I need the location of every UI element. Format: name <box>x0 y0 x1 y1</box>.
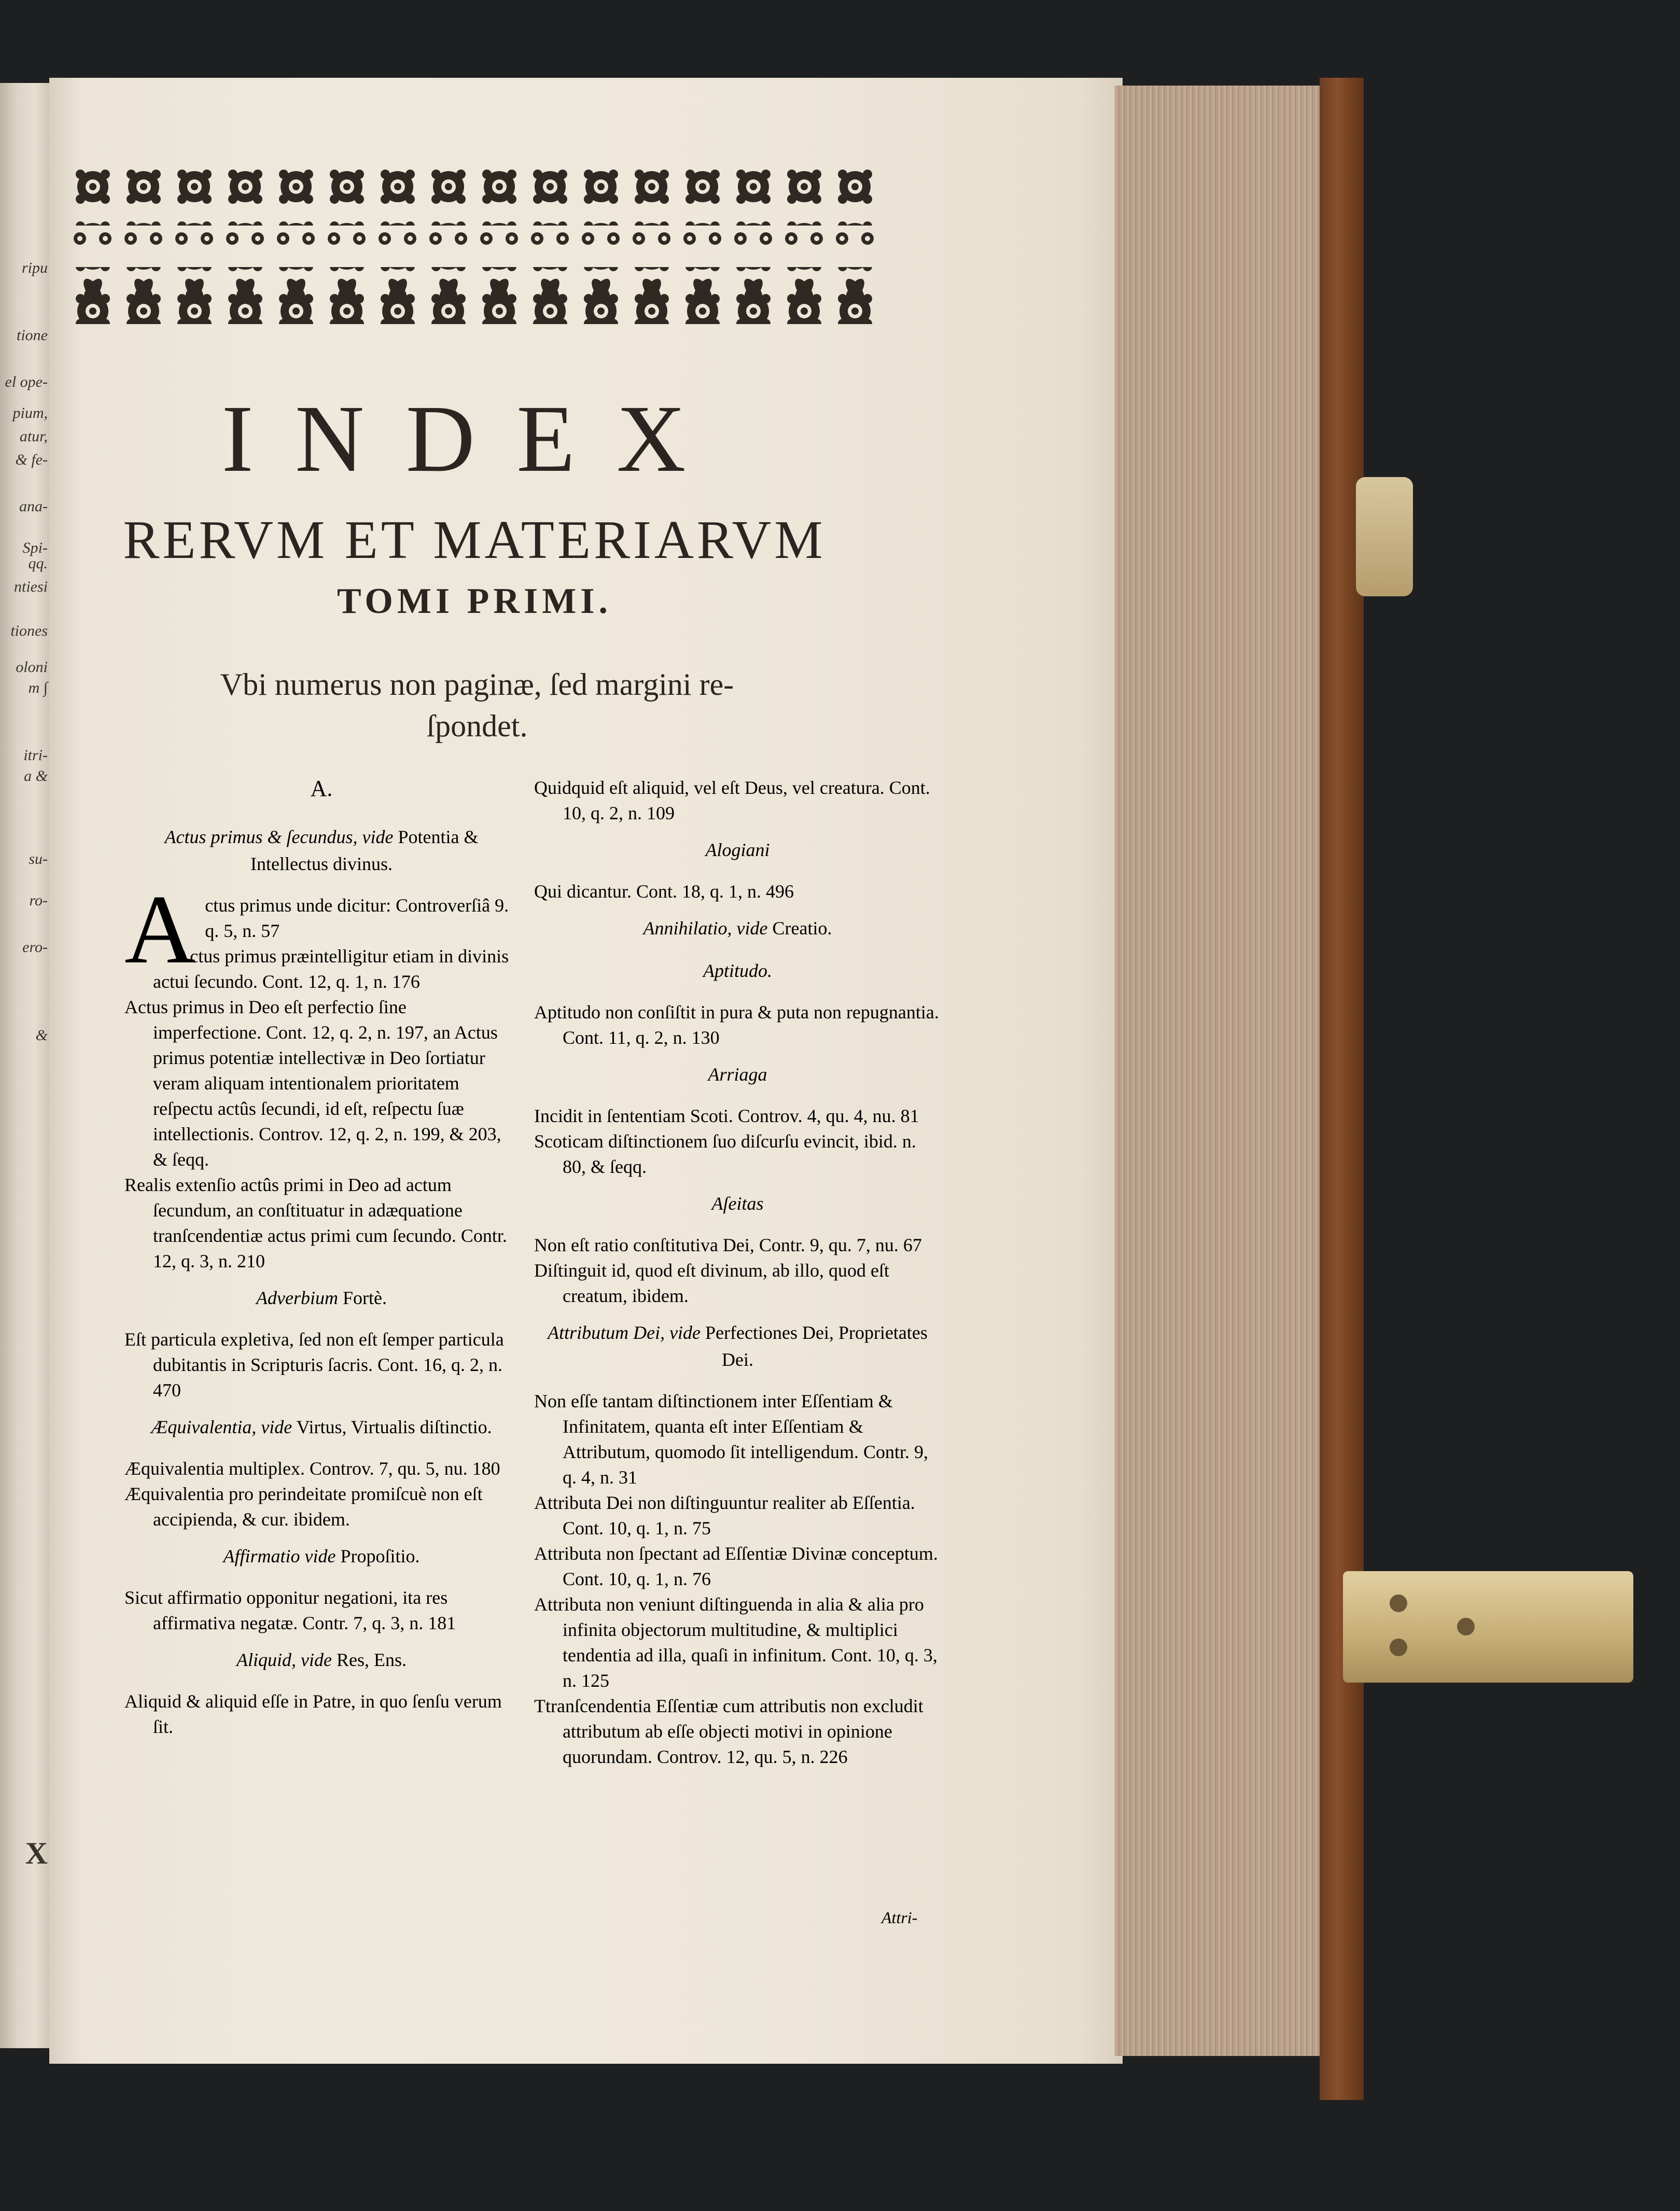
left-page-fragment: ripu <box>21 259 48 276</box>
index-entry: Scoticam diſtinctionem ſuo diſcurſu evincit, ibid. n. 80, & ſeqq. <box>534 1131 916 1177</box>
index-note-line: Vbi numerus non paginæ, ſed margini re- <box>220 667 734 702</box>
left-page-fragment: tiones <box>10 622 48 639</box>
index-entry: Incidit in ſententiam Scoti. Controv. 4, qu. 4, nu. 81 <box>534 1106 919 1126</box>
index-entry: Actus primus in Deo eſt perfectio ſine imperfectione. Cont. 12, q. 2, n. 197, an Actus primus potentiæ intellectivæ in Deo ſortiatur veram aliquam intentionalem prioritatem reſpectu actûs ſecundi, id eſt, reſpectu ſuæ intellectionis. Controv. 12, q. 2, n. 199, & 203, & ſeqq. <box>124 997 501 1170</box>
index-entry: Ttranſcendentia Eſſentiæ cum attributis non excludit attributum ab eſſe objecti motivi in opinione quorundam. Controv. 12, qu. 5, n. 226 <box>534 1696 923 1767</box>
left-column <box>124 775 519 1740</box>
brass-clasp <box>1343 1571 1633 1683</box>
index-entry: Attributa non veniunt diſtinguenda in alia & alia pro infinita objectorum multitudine, & multiplici tendentia ad illa, quaſi in infinitum. Cont. 10, q. 3, n. 125 <box>534 1594 937 1691</box>
crossref-heading: Actus primus & ſecundus, vide Potentia & Intellectus divinus. <box>164 827 479 874</box>
title-line-rerum: RERVM ET MATERIARVM <box>123 509 826 570</box>
index-entry: Non eſt ratio conſtitutiva Dei, Contr. 9, qu. 7, nu. 67 <box>534 1235 922 1255</box>
left-page-fragment: a & <box>24 767 48 785</box>
left-page-fragment: X <box>25 1836 48 1870</box>
index-note <box>156 664 799 747</box>
left-page-edge <box>0 83 49 2048</box>
left-page-fragment: pium, <box>12 404 48 422</box>
index-entry: Æquivalentia pro perindeitate promiſcuè non eſt accipienda, & cur. ibidem. <box>124 1484 483 1530</box>
left-page-fragment: atur, <box>19 428 48 445</box>
right-column <box>534 775 941 1770</box>
left-page-fragment: oloni <box>16 659 48 676</box>
first-entry-text: ctus primus unde dicitur: Controverſiâ 9. q. 5, n. 57 <box>205 895 509 941</box>
index-entry: Quidquid eſt aliquid, vel eſt Deus, vel creatura. Cont. 10, q. 2, n. 109 <box>534 777 930 823</box>
page-fore-edge <box>1115 86 1322 2056</box>
left-page-fragment: ero- <box>22 939 48 956</box>
index-heading: Adverbium Fortè. <box>256 1288 387 1308</box>
index-heading: Aliquid, vide Res, Ens. <box>236 1649 407 1670</box>
index-entry: Actus primus præintelligitur etiam in divinis actui ſecundo. Cont. 12, q. 1, n. 176 <box>153 946 509 992</box>
left-page-fragment: el ope- <box>5 373 48 390</box>
left-page-fragment: & <box>35 1027 48 1044</box>
index-entry: Eſt particula expletiva, ſed non eſt ſemper particula dubitantis in Scripturis ſacris. Cont. 16, q. 2, n. 470 <box>124 1329 504 1401</box>
left-page-fragment: itri- <box>23 747 48 764</box>
left-page-fragment: & fe- <box>15 451 48 468</box>
index-entry: Attributa non ſpectant ad Eſſentiæ Divinæ conceptum. Cont. 10, q. 1, n. 76 <box>534 1543 938 1589</box>
left-page-fragment: m ∫ <box>28 679 48 696</box>
index-entry: Non eſſe tantam diſtinctionem inter Eſſentiam & Infinitatem, quanta eſt inter Eſſentiam & Attributum, quomodo ſit intelligendum. Contr. 9, q. 4, n. 31 <box>534 1391 928 1488</box>
index-entry: Aptitudo non conſiſtit in pura & puta non repugnantia. Cont. 11, q. 2, n. 130 <box>534 1002 939 1048</box>
title-line-tomi: TOMI PRIMI. <box>337 581 612 621</box>
catchword: Attri- <box>881 1908 918 1927</box>
left-page-fragment: ro- <box>29 892 48 909</box>
index-entry: Realis extenſio actûs primi in Deo ad actum ſecundum, an conſtituatur in adæquatione tranſcendentiæ actus primi cum ſecundo. Contr. 12, q. 3, n. 210 <box>124 1174 507 1271</box>
index-heading: Arriaga <box>708 1064 767 1085</box>
ornamental-headband <box>67 161 881 368</box>
index-heading: Attributum Dei, vide Perfectiones Dei, Proprietates Dei. <box>548 1322 928 1370</box>
index-heading: Aptitudo. <box>703 960 772 981</box>
left-page-fragment: su- <box>29 850 48 867</box>
left-page-fragment: ana- <box>19 498 48 515</box>
index-entry: Aliquid & aliquid eſſe in Patre, in quo ſenſu verum ſit. <box>124 1691 502 1737</box>
index-entry: Æquivalentia multiplex. Controv. 7, qu. 5, nu. 180 <box>124 1458 500 1479</box>
index-heading: Aſeitas <box>711 1193 764 1214</box>
index-entry: Diſtinguit id, quod eſt divinum, ab illo, quod eſt creatum, ibidem. <box>534 1260 889 1306</box>
left-page-fragment: tione <box>17 327 48 344</box>
page-title: INDEX <box>221 386 727 492</box>
upper-clasp-remnant <box>1356 477 1413 596</box>
index-entry: Sicut affirmatio opponitur negationi, ita res affirmativa negatæ. Contr. 7, q. 3, n. 181 <box>124 1587 456 1633</box>
index-heading: Alogiani <box>705 839 770 860</box>
index-entry: Attributa Dei non diſtinguuntur realiter ab Eſſentia. Cont. 10, q. 1, n. 75 <box>534 1492 915 1538</box>
index-heading: Affirmatio vide Propoſitio. <box>223 1546 420 1566</box>
leather-cover <box>1320 78 1364 2100</box>
index-heading: Annihilatio, vide Creatio. <box>643 918 832 939</box>
index-note-line: ſpondet. <box>426 709 528 743</box>
section-letter: A. <box>310 776 333 801</box>
left-page-fragment: qq. <box>28 555 48 572</box>
left-page-fragment: Spi- <box>22 539 48 556</box>
drop-cap: A <box>124 875 196 984</box>
index-entry: Qui dicantur. Cont. 18, q. 1, n. 496 <box>534 881 794 902</box>
index-heading: Æquivalentia, vide Virtus, Virtualis diſtinctio. <box>151 1417 492 1437</box>
left-page-fragment: ntiesi <box>14 578 48 595</box>
